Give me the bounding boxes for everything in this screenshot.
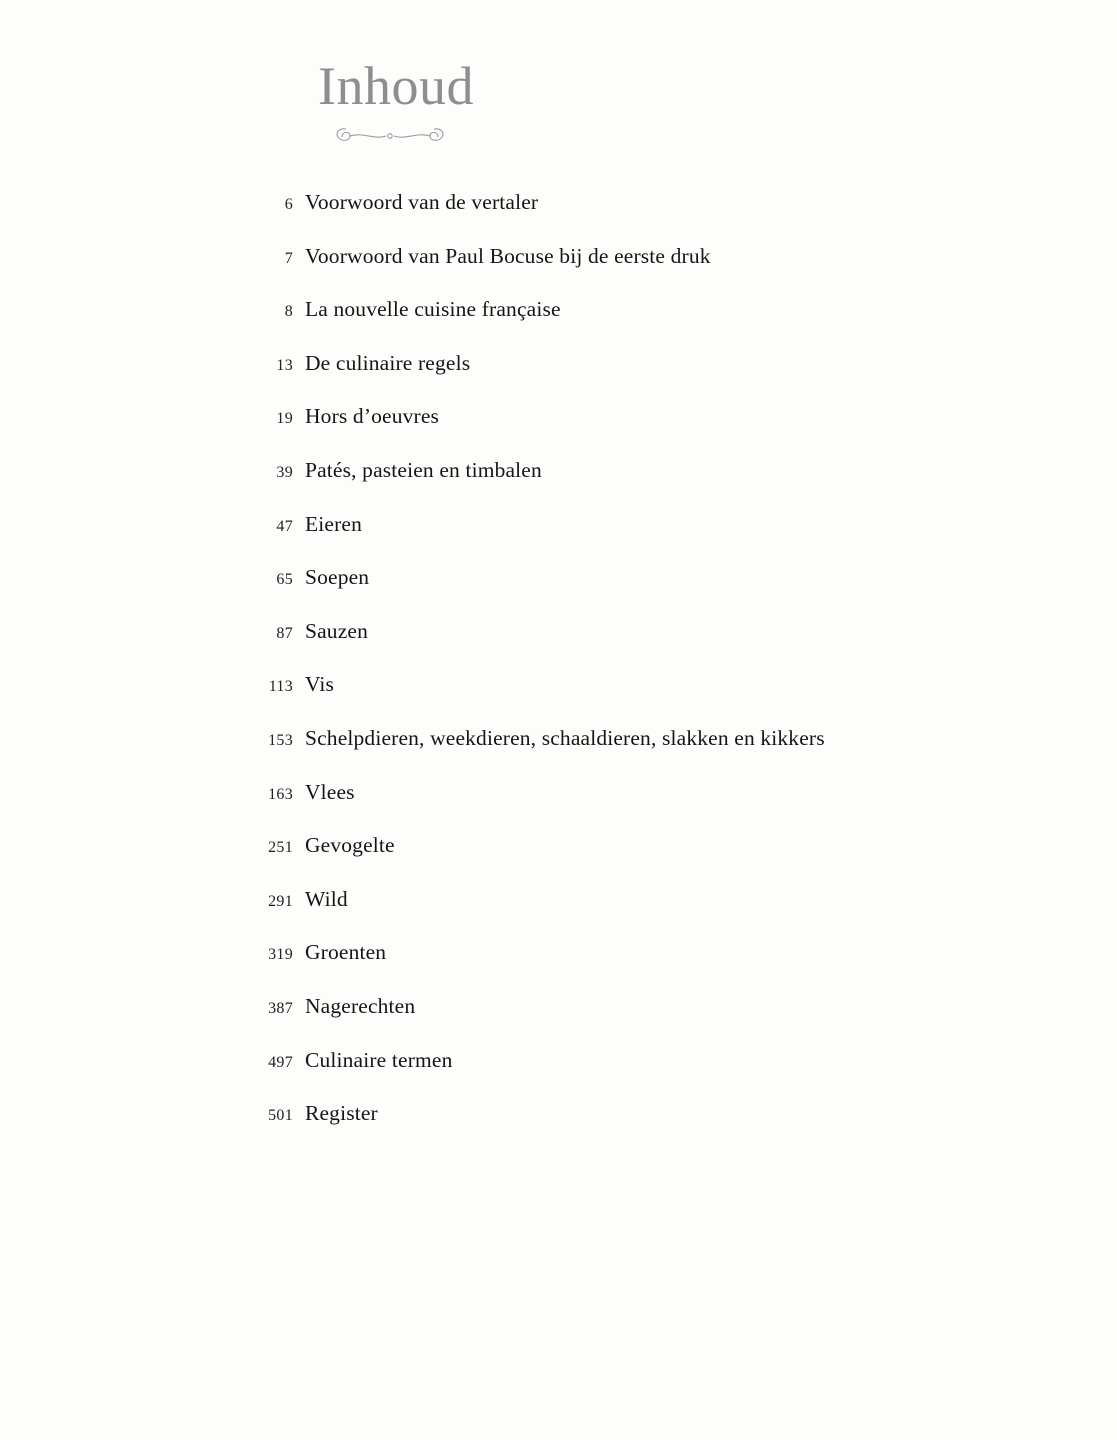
toc-page-number: 65 [276, 571, 293, 589]
toc-entry-label: Culinaire termen [305, 1047, 453, 1072]
toc-entry[interactable] [0, 1048, 1117, 1102]
toc-page-number: 6 [284, 196, 293, 213]
toc-entry[interactable] [0, 619, 1117, 673]
table-of-contents [0, 190, 1117, 1155]
toc-page-number: 251 [268, 839, 293, 857]
toc-entry-label: Gevogelte [305, 833, 395, 858]
toc-entry[interactable] [0, 190, 1117, 244]
toc-entry[interactable] [0, 512, 1117, 566]
toc-entry-label: Groenten [305, 940, 387, 965]
toc-entry[interactable] [0, 887, 1117, 941]
toc-entry[interactable] [0, 404, 1117, 458]
toc-entry[interactable] [0, 565, 1117, 619]
toc-entry[interactable] [0, 458, 1117, 512]
toc-entry-label: Hors d’oeuvres [305, 404, 440, 429]
toc-page-number: 87 [276, 624, 293, 642]
toc-entry-label: Wild [305, 886, 348, 911]
toc-page-number: 7 [284, 249, 293, 267]
toc-page-number: 113 [268, 678, 293, 696]
toc-entry-label: De culinaire regels [305, 350, 471, 375]
toc-entry[interactable] [0, 780, 1117, 834]
toc-entry-label: Voorwoord van Paul Bocuse bij de eerste druk [305, 243, 711, 268]
toc-page-number: 8 [284, 303, 293, 321]
toc-page-number: 291 [268, 892, 293, 910]
toc-page-number: 497 [268, 1053, 293, 1071]
toc-page-number: 153 [268, 731, 293, 749]
toc-entry-label: Schelpdieren, weekdieren, schaaldieren, slakken en kikkers [305, 725, 825, 750]
toc-entry-label: Vlees [305, 779, 355, 804]
toc-entry-label: Patés, pasteien en timbalen [305, 457, 542, 482]
toc-entry[interactable] [0, 940, 1117, 994]
toc-entry-label: Voorwoord van de vertaler [305, 190, 539, 214]
toc-page-number: 163 [268, 785, 293, 803]
toc-entry[interactable] [0, 833, 1117, 887]
toc-page-number: 39 [276, 463, 293, 481]
toc-entry[interactable] [0, 994, 1117, 1048]
toc-entry[interactable] [0, 726, 1117, 780]
toc-page-number: 19 [276, 410, 293, 428]
page-title: Inhoud [318, 56, 474, 116]
toc-page-number: 319 [268, 946, 293, 964]
toc-page-number: 13 [276, 356, 293, 374]
flourish-divider-icon [330, 122, 450, 152]
toc-entry-label: Soepen [305, 565, 370, 590]
toc-entry-label: La nouvelle cuisine française [305, 297, 561, 322]
toc-page-number: 387 [268, 999, 293, 1017]
toc-entry[interactable] [0, 351, 1117, 405]
toc-entry[interactable] [0, 1101, 1117, 1155]
toc-entry[interactable] [0, 672, 1117, 726]
toc-entry-label: Nagerechten [305, 993, 416, 1018]
toc-entry-label: Sauzen [305, 618, 368, 643]
toc-entry[interactable] [0, 297, 1117, 351]
toc-entry[interactable] [0, 244, 1117, 298]
toc-page-number: 47 [276, 517, 293, 535]
toc-entry-label: Register [305, 1101, 378, 1126]
toc-entry-label: Eieren [305, 511, 363, 536]
toc-entry-label: Vis [305, 672, 335, 697]
toc-page-number: 501 [268, 1107, 293, 1125]
